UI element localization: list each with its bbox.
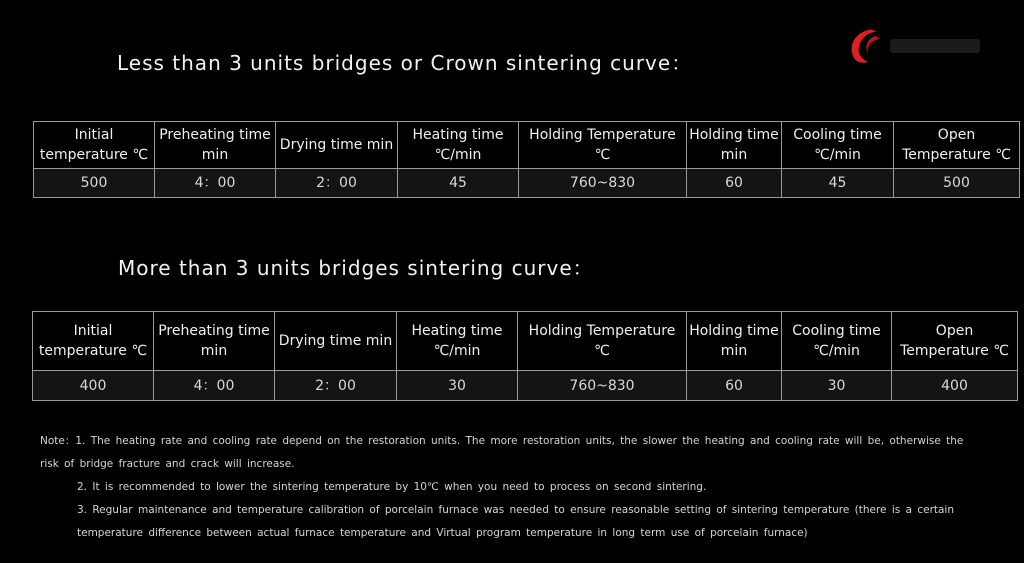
table-header-row (34, 122, 1020, 169)
note-3: 3. Regular maintenance and temperature calibration of porcelain furnace was needed to ensure reasonable setting of sintering temperature (there is a certain temperature difference between actual furnace temperature and Virtual program temperature in long term use of porcelain furnace) (77, 504, 955, 539)
value-cell: 4：00 (154, 371, 275, 401)
value-cell: 60 (687, 371, 782, 401)
value-cell: 500 (894, 169, 1020, 198)
note-2: 2. It is recommended to lower the sintering temperature by 10℃ when you need to process on second sintering. (77, 481, 707, 493)
section-title-small-bridges: Less than 3 units bridges or Crown sintering curve： (117, 51, 693, 75)
value-cell: 400 (892, 371, 1018, 401)
header-cell: Drying time min (275, 312, 397, 371)
value-cell: 400 (33, 371, 154, 401)
value-cell: 760~830 (518, 371, 687, 401)
header-cell: Initial temperature ℃ (34, 122, 155, 169)
crescent-flame-logo-icon (852, 30, 880, 63)
brand-logo (846, 26, 986, 64)
value-cell: 4：00 (155, 169, 276, 198)
table-row (34, 169, 1020, 198)
header-cell: Open Temperature ℃ (892, 312, 1018, 371)
value-cell: 2：00 (276, 169, 398, 198)
header-cell: Heating time ℃/min (398, 122, 519, 169)
header-cell: Heating time ℃/min (397, 312, 518, 371)
header-cell: Holding Temperature ℃ (518, 312, 687, 371)
header-cell: Drying time min (276, 122, 398, 169)
header-cell: Cooling time ℃/min (782, 312, 892, 371)
value-cell: 30 (397, 371, 518, 401)
sintering-table-large-bridges (32, 311, 1018, 401)
header-cell: Preheating time min (154, 312, 275, 371)
value-cell: 2：00 (275, 371, 397, 401)
notes-block (40, 430, 985, 545)
header-cell: Initial temperature ℃ (33, 312, 154, 371)
header-cell: Holding time min (687, 312, 782, 371)
note-1: Note：1. The heating rate and cooling rate depend on the restoration units. The more restoration units, the slower the heating and cooling rate will be, otherwise the risk of bridge fracture and crack will increase. (40, 435, 964, 470)
sintering-table-small-bridges (33, 121, 1020, 198)
table-row (33, 371, 1018, 401)
header-cell: Holding Temperature ℃ (519, 122, 687, 169)
section-title-large-bridges: More than 3 units bridges sintering curve： (118, 256, 594, 280)
value-cell: 30 (782, 371, 892, 401)
header-cell: Preheating time min (155, 122, 276, 169)
header-cell: Cooling time ℃/min (782, 122, 894, 169)
value-cell: 60 (687, 169, 782, 198)
value-cell: 760~830 (519, 169, 687, 198)
value-cell: 45 (398, 169, 519, 198)
header-cell: Open Temperature ℃ (894, 122, 1020, 169)
value-cell: 500 (34, 169, 155, 198)
value-cell: 45 (782, 169, 894, 198)
table-header-row (33, 312, 1018, 371)
header-cell: Holding time min (687, 122, 782, 169)
